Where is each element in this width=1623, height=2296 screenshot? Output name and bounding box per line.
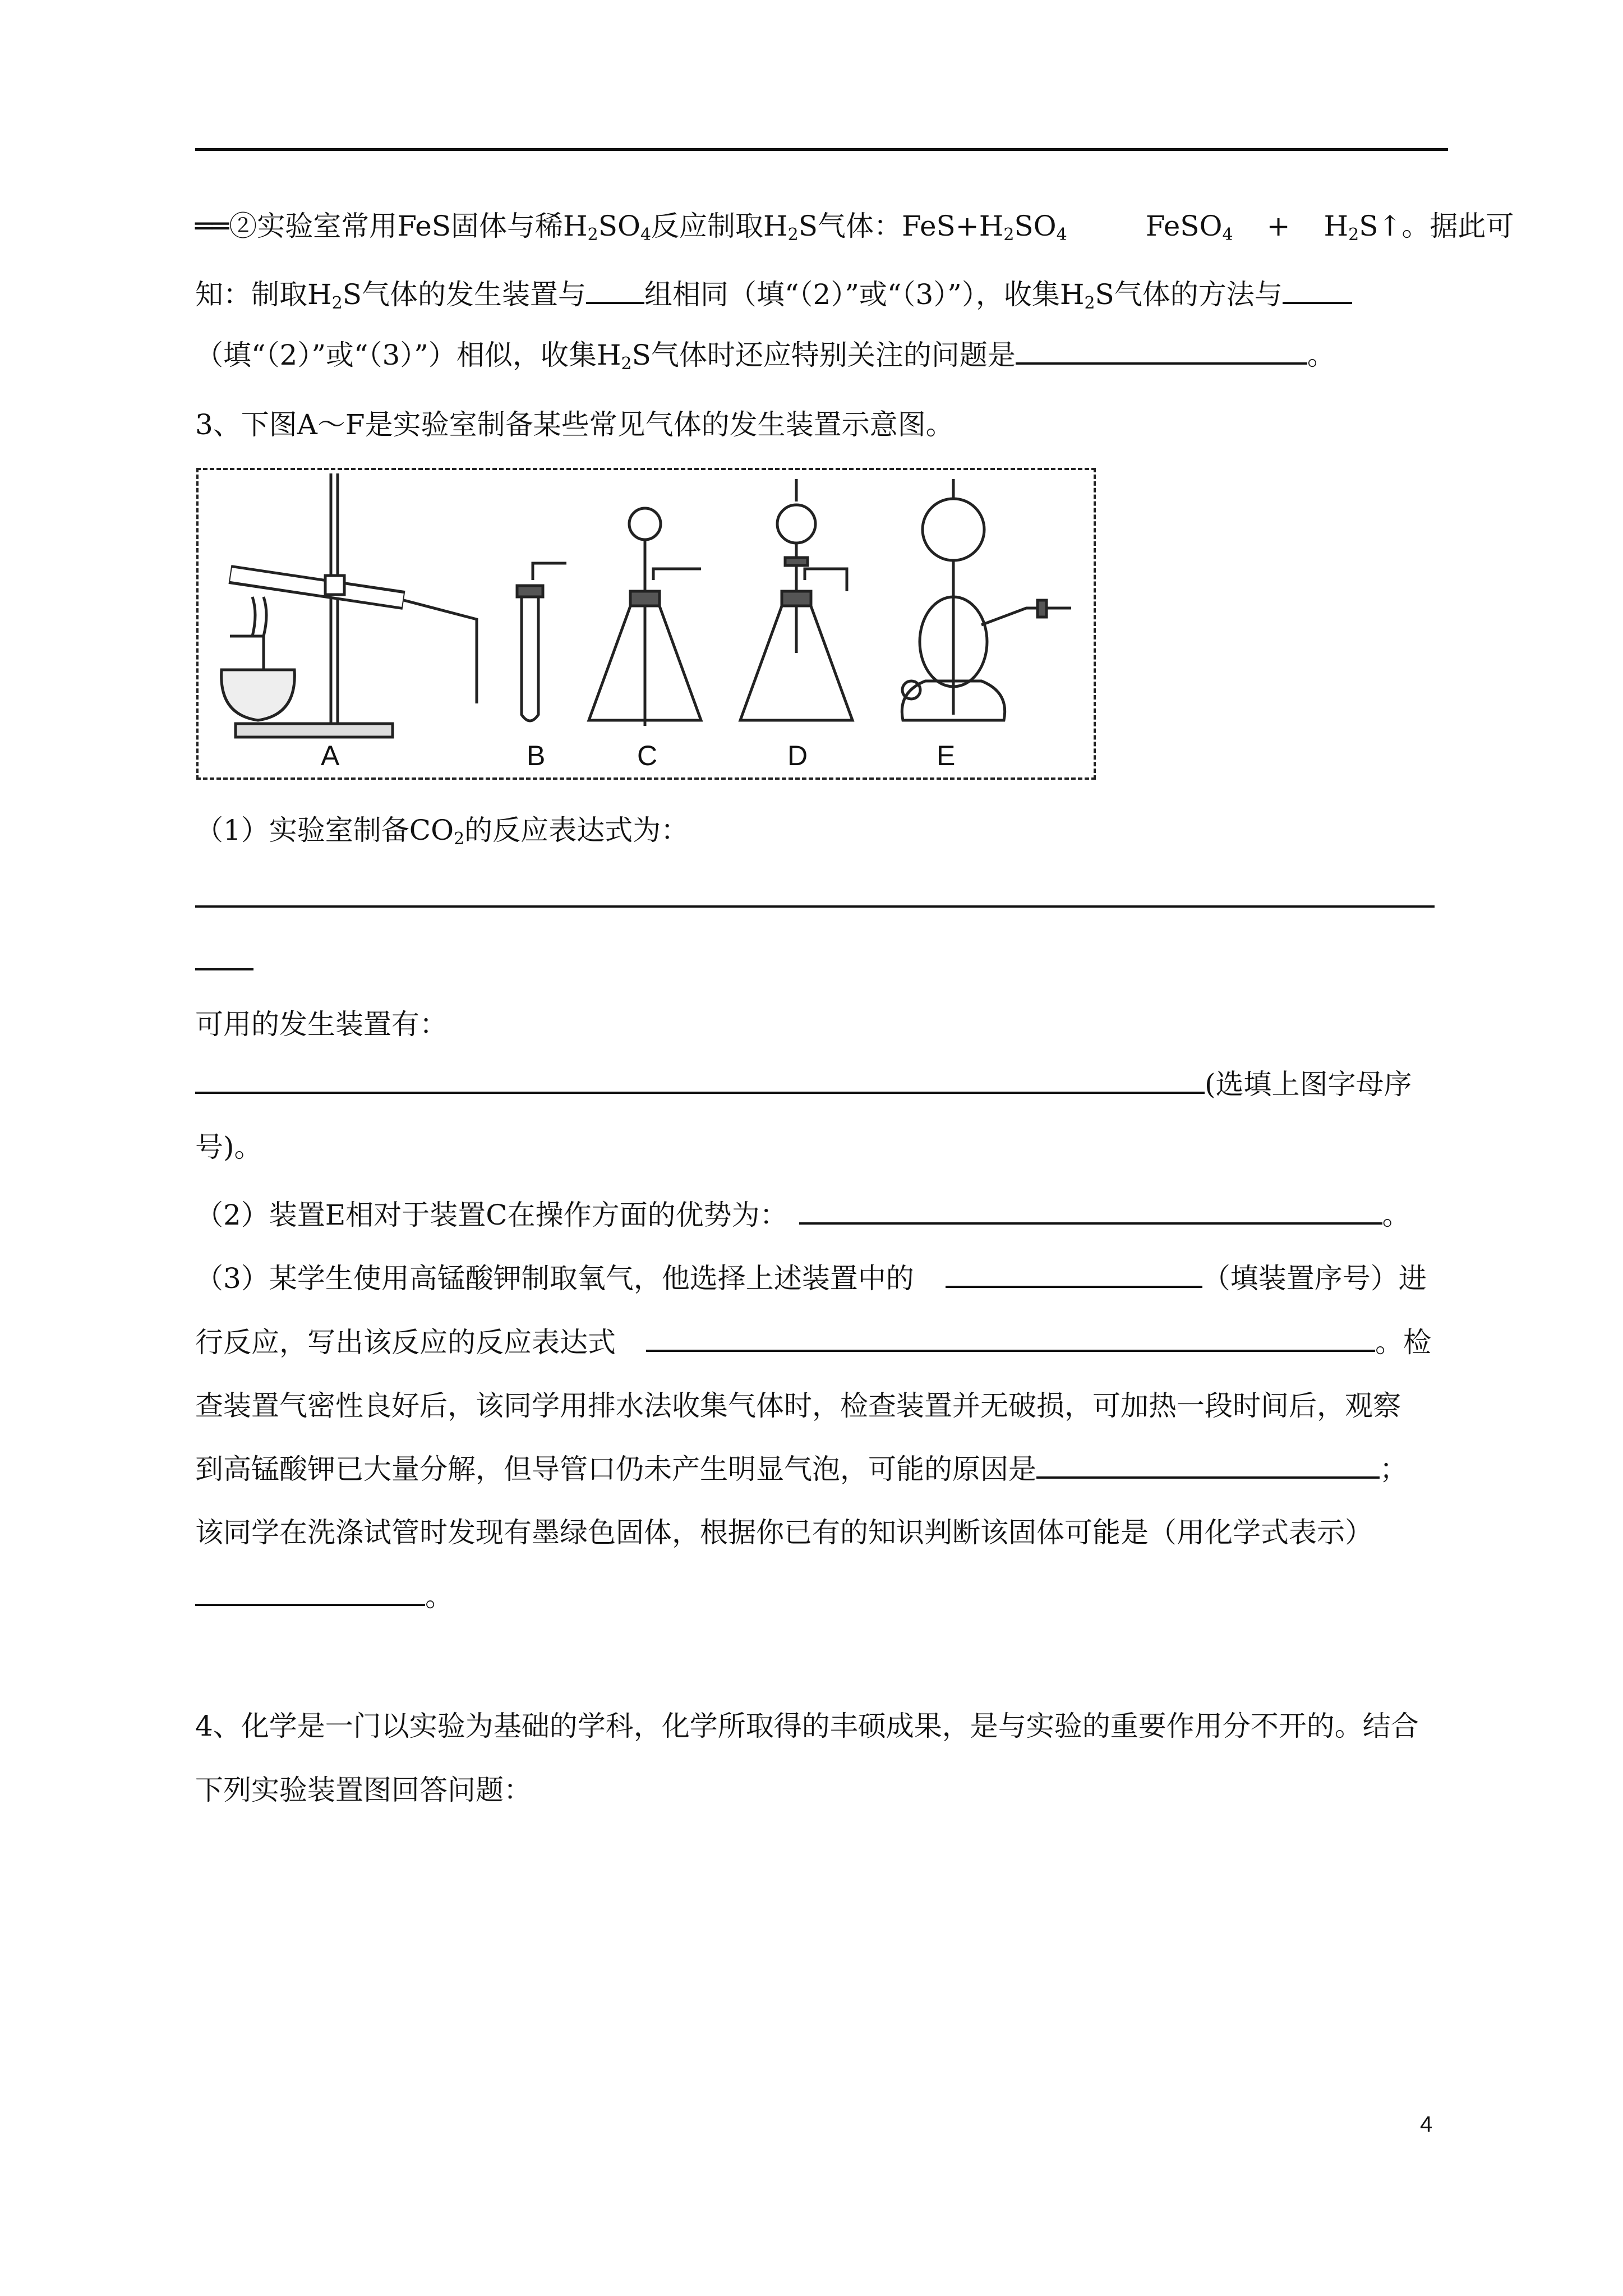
q3-part2: （2）装置E相对于装置C在操作方面的优势为： 。 [195, 1199, 1410, 1231]
page-number: 4 [1420, 2112, 1433, 2137]
answer-blank[interactable] [1036, 1452, 1380, 1479]
q3-part1-hint-end: 号)。 [195, 1131, 262, 1163]
figure-label-d: D [787, 740, 808, 771]
q2-line-1: ══②实验室常用FeS固体与稀$H_2SO_4$反应制取$H_2S$气体：$FeS+H_2SO_4$ FeSO$_4$ + $H_2S↑$。据此可 [195, 210, 1514, 245]
header-rule [195, 148, 1448, 151]
q2-line-2: 知：制取$H_2S$气体的发生装置与 组相同（填“（2）”或“（3）”），收集$H_2S$气体的方法与 [195, 277, 1451, 312]
q3-part1-available: 可用的发生装置有： [195, 1008, 448, 1041]
apparatus-d [740, 479, 852, 720]
q2-line-3: （填“（2）”或“（3）”）相似，收集$H_2S$气体时还应特别关注的问题是 。 [195, 339, 1335, 374]
answer-blank[interactable] [646, 1325, 1375, 1352]
q3-part1: （1）实验室制备$CO_2$的反应表达式为： [195, 814, 689, 849]
apparatus-diagram [196, 468, 1096, 780]
answer-blank[interactable] [946, 1261, 1202, 1288]
q3-part1-devices: (选填上图字母序 [195, 1067, 1451, 1102]
answer-blank[interactable] [195, 1579, 425, 1606]
answer-blank[interactable] [1016, 338, 1307, 365]
q3-part3-line3: 查装置气密性良好后，该同学用排水法收集气体时，检查装置并无破损，可加热一段时间后，观察 [195, 1389, 1401, 1422]
apparatus-c [589, 508, 701, 726]
q4-line1: 4、化学是一门以实验为基础的学科，化学所取得的丰硕成果，是与实验的重要作用分不开的。结合 [195, 1710, 1419, 1742]
q3-part3-line4: 到高锰酸钾已大量分解，但导管口仍未产生明显气泡，可能的原因是 ； [195, 1453, 1408, 1485]
q3-part3-line1: （3）某学生使用高锰酸钾制取氧气，他选择上述装置中的 （填装置序号）进 [195, 1262, 1427, 1295]
q3-intro: 3、下图A～F是实验室制备某些常见气体的发生装置示意图。 [195, 408, 954, 441]
answer-line-full[interactable] [195, 905, 1435, 908]
apparatus-b [517, 563, 566, 721]
q3-part3-line2: 行反应，写出该反应的反应表达式 。检 [195, 1326, 1431, 1359]
figure-label-a: A [321, 740, 340, 771]
answer-blank[interactable] [799, 1198, 1382, 1225]
apparatus-a [222, 473, 477, 737]
q3-part3-line5: 该同学在洗涤试管时发现有墨绿色固体，根据你已有的知识判断该固体可能是（用化学式表示） [195, 1516, 1373, 1549]
answer-line-stub[interactable] [195, 968, 253, 970]
answer-blank[interactable] [1283, 277, 1352, 304]
figure-label-e: E [937, 740, 956, 771]
figure-label-b: B [527, 740, 546, 771]
q4-line2: 下列实验装置图回答问题： [195, 1774, 532, 1806]
apparatus-e [902, 479, 1071, 720]
answer-blank[interactable] [586, 277, 644, 304]
q3-part3-line6: 。 [195, 1579, 1451, 1614]
answer-blank[interactable] [195, 1067, 1205, 1094]
figure-label-c: C [637, 740, 658, 771]
